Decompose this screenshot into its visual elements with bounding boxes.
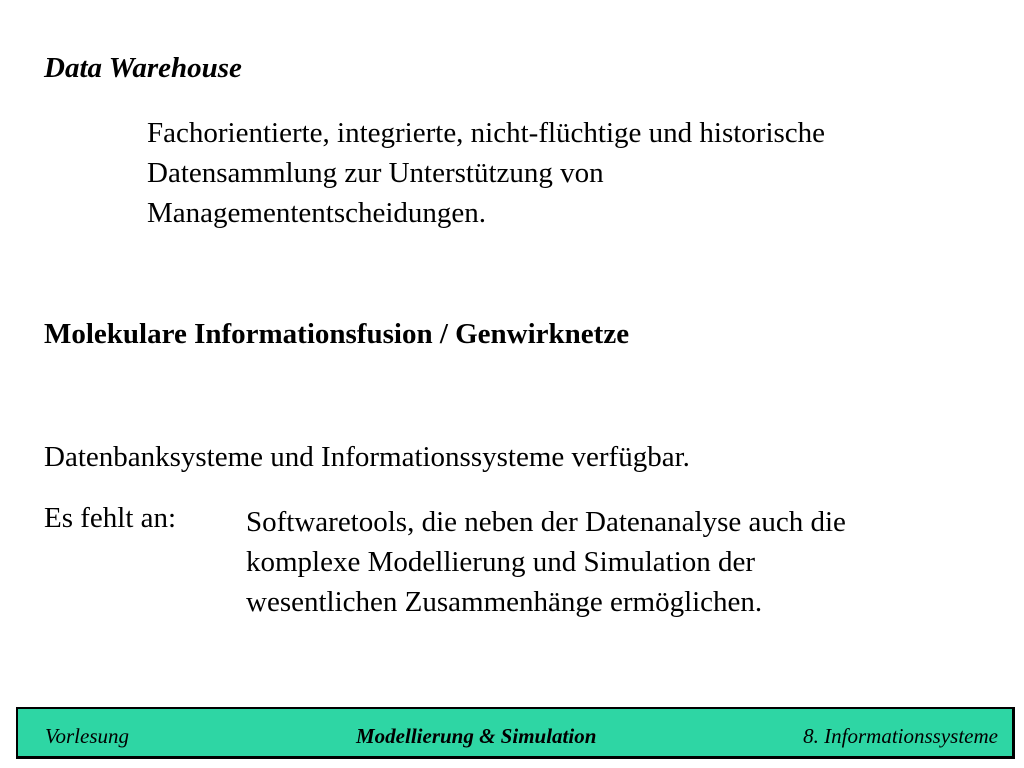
- missing-line: komplexe Modellierung und Simulation der: [246, 546, 756, 578]
- footer-chapter-label: 8. Informationssysteme: [803, 724, 998, 748]
- footer-bar: [16, 707, 1015, 759]
- molecular-fusion-heading: Molekulare Informationsfusion / Genwirknetze: [44, 318, 630, 350]
- data-warehouse-definition: [147, 113, 825, 233]
- missing-description: [246, 502, 846, 622]
- availability-statement: Datenbanksysteme und Informationssysteme verfügbar.: [44, 441, 690, 473]
- missing-line: Softwaretools, die neben der Datenanalyse auch die: [246, 506, 846, 538]
- missing-label: Es fehlt an:: [44, 502, 177, 534]
- missing-line: wesentlichen Zusammenhänge ermöglichen.: [246, 586, 763, 618]
- footer-course-title: Modellierung & Simulation: [356, 724, 597, 748]
- footer-lecture-label: Vorlesung: [45, 724, 129, 748]
- definition-line: Datensammlung zur Unterstützung von: [147, 157, 604, 189]
- definition-line: Fachorientierte, integrierte, nicht-flüchtige und historische: [147, 117, 826, 149]
- definition-line: Managemententscheidungen.: [147, 197, 487, 229]
- data-warehouse-heading: Data Warehouse: [44, 52, 242, 84]
